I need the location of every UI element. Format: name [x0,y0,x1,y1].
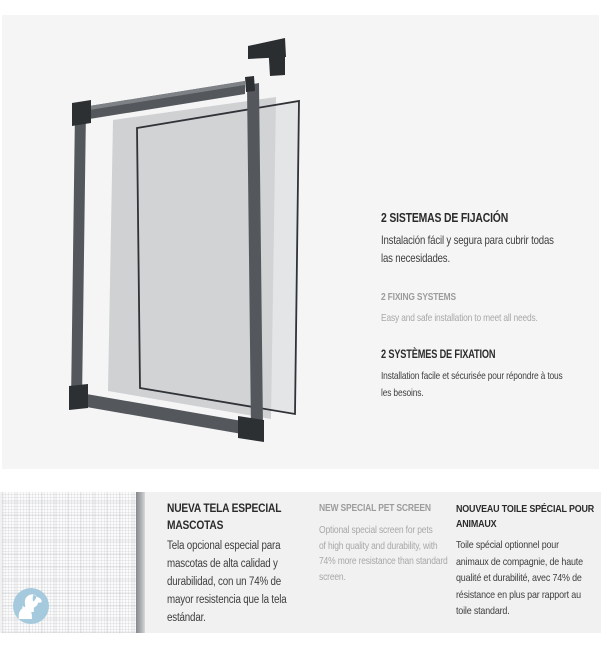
pet-title-fr [456,502,594,532]
pet-column-fr [456,502,594,620]
text-line: las necesidades. [381,251,450,265]
text-line: qualité et durabilité, avec 74% de [456,572,582,584]
pet-title-es [167,500,286,534]
text-line: mayor resistencia que la tela [167,594,287,606]
fixing-title-es: 2 SISTEMAS DE FIJACIÓN [381,210,509,225]
text-line: Easy and safe installation to meet all needs. [381,312,538,324]
fixing-title-en: 2 FIXING SYSTEMS [381,291,456,303]
illustration-panel [2,15,599,469]
text-line: ANIMAUX [456,518,497,530]
text-line: NUEVA TELA ESPECIAL [167,501,282,515]
framed-screen-panel [137,101,299,414]
fixing-systems-text [381,210,563,402]
text-line: animaux de compagnie, de haute [456,555,583,568]
text-line: Optional special screen for pets [319,525,433,536]
text-line: durabilidad, con un 74% de [167,576,282,588]
text-line: Instalación fácil y segura para cubrir todas [381,233,554,247]
fixing-body-en [381,311,563,326]
fixing-title-fr: 2 SYSTÈMES DE FIXATION [381,349,496,361]
text-line: of high quality and durability, with [319,540,438,552]
text-line: NOUVEAU TOILE SPÉCIAL POUR [456,503,595,515]
text-line: mascotas de alta calidad y [167,558,278,570]
text-line: screen. [319,571,346,583]
pet-column-es [167,500,286,627]
pet-column-en [319,502,448,585]
text-line: Tela opcional especial para [167,540,281,552]
text-line: NEW SPECIAL PET SCREEN [319,503,431,514]
text-line: MASCOTAS [167,518,224,532]
text-line: Installation facile et sécurisée pour répondre à tous [381,370,563,382]
fixing-body-fr [381,368,563,402]
pet-body-en [319,523,448,585]
text-line: toile standard. [456,605,510,617]
pets-icon [13,588,49,624]
fixing-body-es [381,231,563,267]
text-line: estándar. [167,612,206,624]
pet-body-fr [456,537,594,620]
mesh-edge-shadow [136,492,145,633]
text-line: résistance en plus par rapport au [456,588,581,601]
pet-title-en [319,502,448,516]
text-line: Toile spécial optionnel pour [456,539,559,551]
corner-connector [248,38,286,76]
text-line: 74% more resistance than standard [319,556,448,567]
text-line: les besoins. [381,387,424,399]
pet-body-es [167,537,286,627]
